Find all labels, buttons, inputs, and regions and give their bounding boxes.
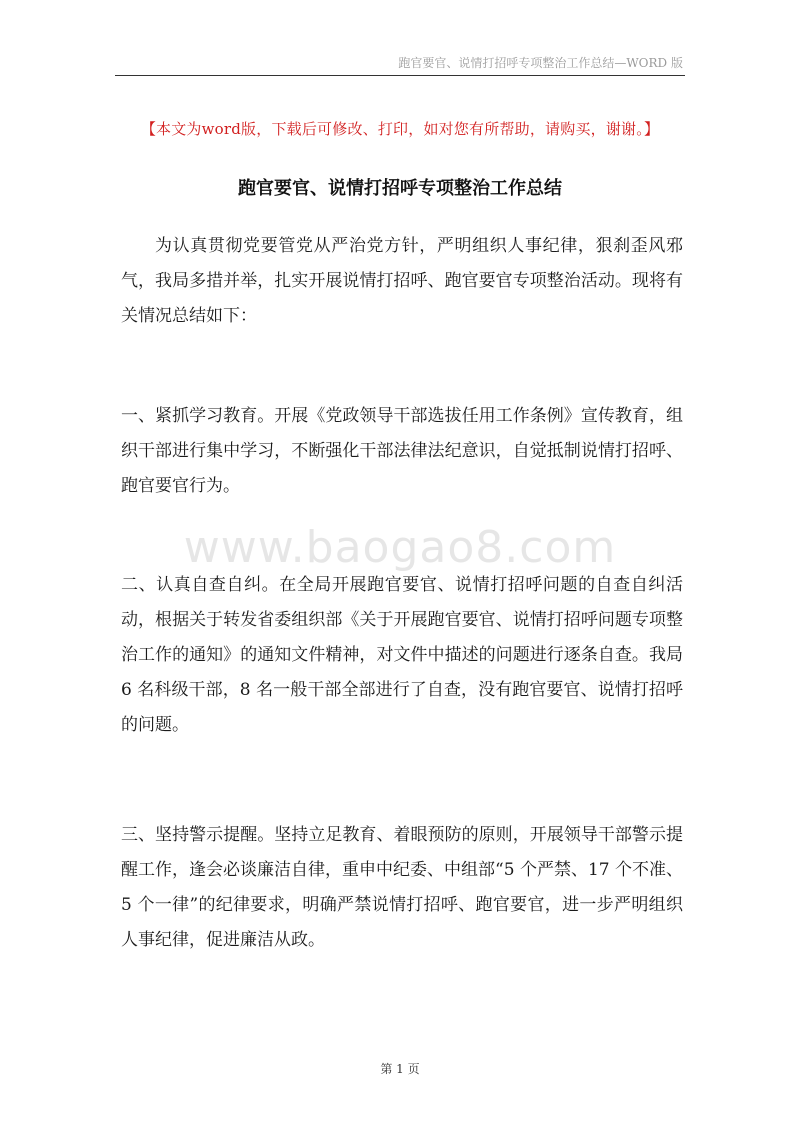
download-notice: 【本文为word版，下载后可修改、打印，如对您有所帮助，请购买，谢谢。】 <box>140 120 660 138</box>
page-number: 第 1 页 <box>380 1062 420 1076</box>
intro-paragraph: 为认真贯彻党要管党从严治党方针，严明组织人事纪律，狠刹歪风邪气，我局多措并举，扎实开展说情打招呼、跑官要官专项整治活动。现将有关情况总结如下： <box>121 236 683 326</box>
running-header: 跑官要官、说情打招呼专项整治工作总结—WORD 版 <box>398 56 683 70</box>
watermark: www.baogao8.com <box>183 522 617 573</box>
header-divider <box>115 75 685 76</box>
section-1-paragraph: 一、紧抓学习教育。开展《党政领导干部选拔任用工作条例》宣传教育，组织干部进行集中学习，不断强化干部法律法纪意识，自觉抵制说情打招呼、跑官要官行为。 <box>121 406 683 496</box>
section-2-paragraph: 二、认真自查自纠。在全局开展跑官要官、说情打招呼问题的自查自纠活动，根据关于转发省委组织部《关于开展跑官要官、说情打招呼问题专项整治工作的通知》的通知文件精神，对文件中描述的问题进行逐条自查。我局 6 名科级干部，8 名一般干部全部进行了自查，没有跑官要官、说情打招呼的问题。 <box>121 575 683 735</box>
section-3-paragraph: 三、坚持警示提醒。坚持立足教育、着眼预防的原则，开展领导干部警示提醒工作，逢会必谈廉洁自律，重申中纪委、中组部“5 个严禁、17 个不准、5 个一律”的纪律要求，明确严禁说情打招呼、跑官要官，进一步严明组织人事纪律，促进廉洁从政。 <box>121 825 683 950</box>
document-title: 跑官要官、说情打招呼专项整治工作总结 <box>238 178 562 199</box>
